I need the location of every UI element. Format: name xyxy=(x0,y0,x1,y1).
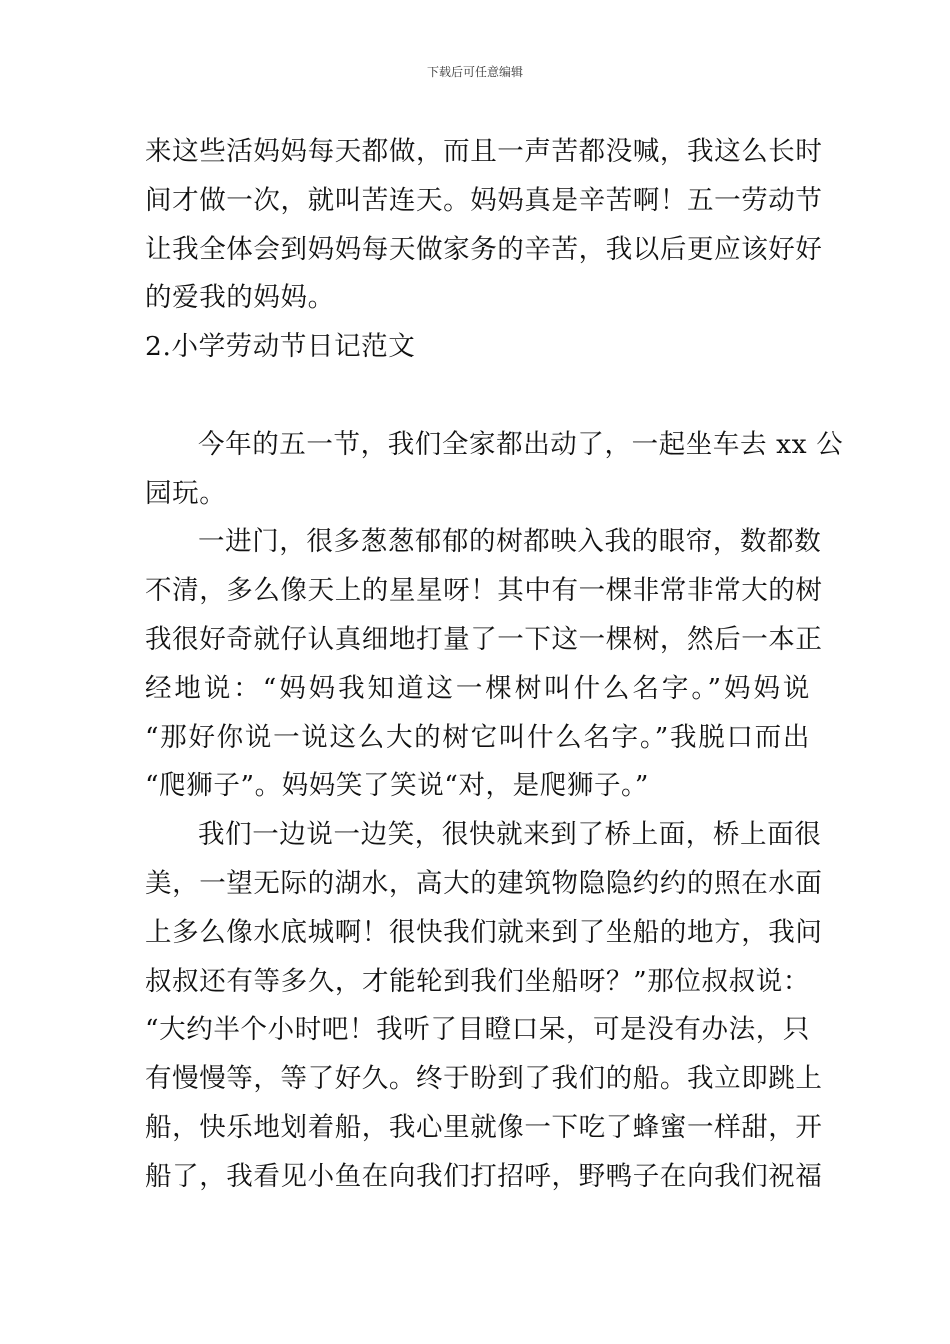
text-line: 间才做一次，就叫苦连天。妈妈真是辛苦啊！五一劳动节 xyxy=(145,184,823,216)
text-line: 美，一望无际的湖水，高大的建筑物隐隐约约的照在水面 xyxy=(145,867,823,899)
text-line: 来这些活妈妈每天都做，而且一声苦都没喊，我这么长时 xyxy=(145,136,823,167)
text-line: 经地说：“妈妈我知道这一棵树叫什么名字。”妈妈说 xyxy=(145,672,810,704)
text-line: 有慢慢等，等了好久。终于盼到了我们的船。我立即跳上 xyxy=(145,1063,823,1095)
paragraph xyxy=(145,811,823,1201)
text-line: “爬狮子”。妈妈笑了笑说“对，是爬狮子。” xyxy=(145,770,650,802)
text-line: 今年的五一节，我们全家都出动了，一起坐车去 xx 公 xyxy=(198,428,844,460)
text-line: 上多么像水底城啊！很快我们就来到了坐船的地方，我问 xyxy=(145,916,823,948)
text-line: 船，快乐地划着船，我心里就像一下吃了蜂蜜一样甜，开 xyxy=(145,1111,823,1143)
text-line: 的爱我的妈妈。 xyxy=(145,282,335,314)
text-line: 我很好奇就仔认真细地打量了一下这一棵树，然后一本正 xyxy=(145,623,823,655)
paragraph xyxy=(145,518,823,811)
paragraph xyxy=(145,421,844,519)
paragraph-continued xyxy=(145,128,823,323)
text-line: 叔叔还有等多久，才能轮到我们坐船呀？”那位叔叔说： xyxy=(145,965,810,997)
text-line: “那好你说一说这么大的树它叫什么名字。”我脱口而出 xyxy=(145,721,810,753)
text-line: 一进门，很多葱葱郁郁的树都映入我的眼帘，数都数 xyxy=(198,526,822,558)
document-body xyxy=(145,128,844,1202)
blank-line xyxy=(145,372,810,421)
text-line: 船了，我看见小鱼在向我们打招呼，野鸭子在向我们祝福 xyxy=(145,1160,823,1192)
text-line: 园玩。 xyxy=(145,477,227,509)
text-line: 让我全体会到妈妈每天做家务的辛苦，我以后更应该好好 xyxy=(145,233,823,265)
text-line: 我们一边说一边笑，很快就来到了桥上面，桥上面很 xyxy=(198,819,822,851)
text-line: 不清，多么像天上的星星呀！其中有一棵非常非常大的树 xyxy=(145,575,823,607)
page-header: 下载后可任意编辑 xyxy=(426,65,523,79)
section-heading: 2.小学劳动节日记范文 xyxy=(145,331,416,363)
text-line: “大约半个小时吧！我听了目瞪口呆，可是没有办法，只 xyxy=(145,1014,810,1046)
